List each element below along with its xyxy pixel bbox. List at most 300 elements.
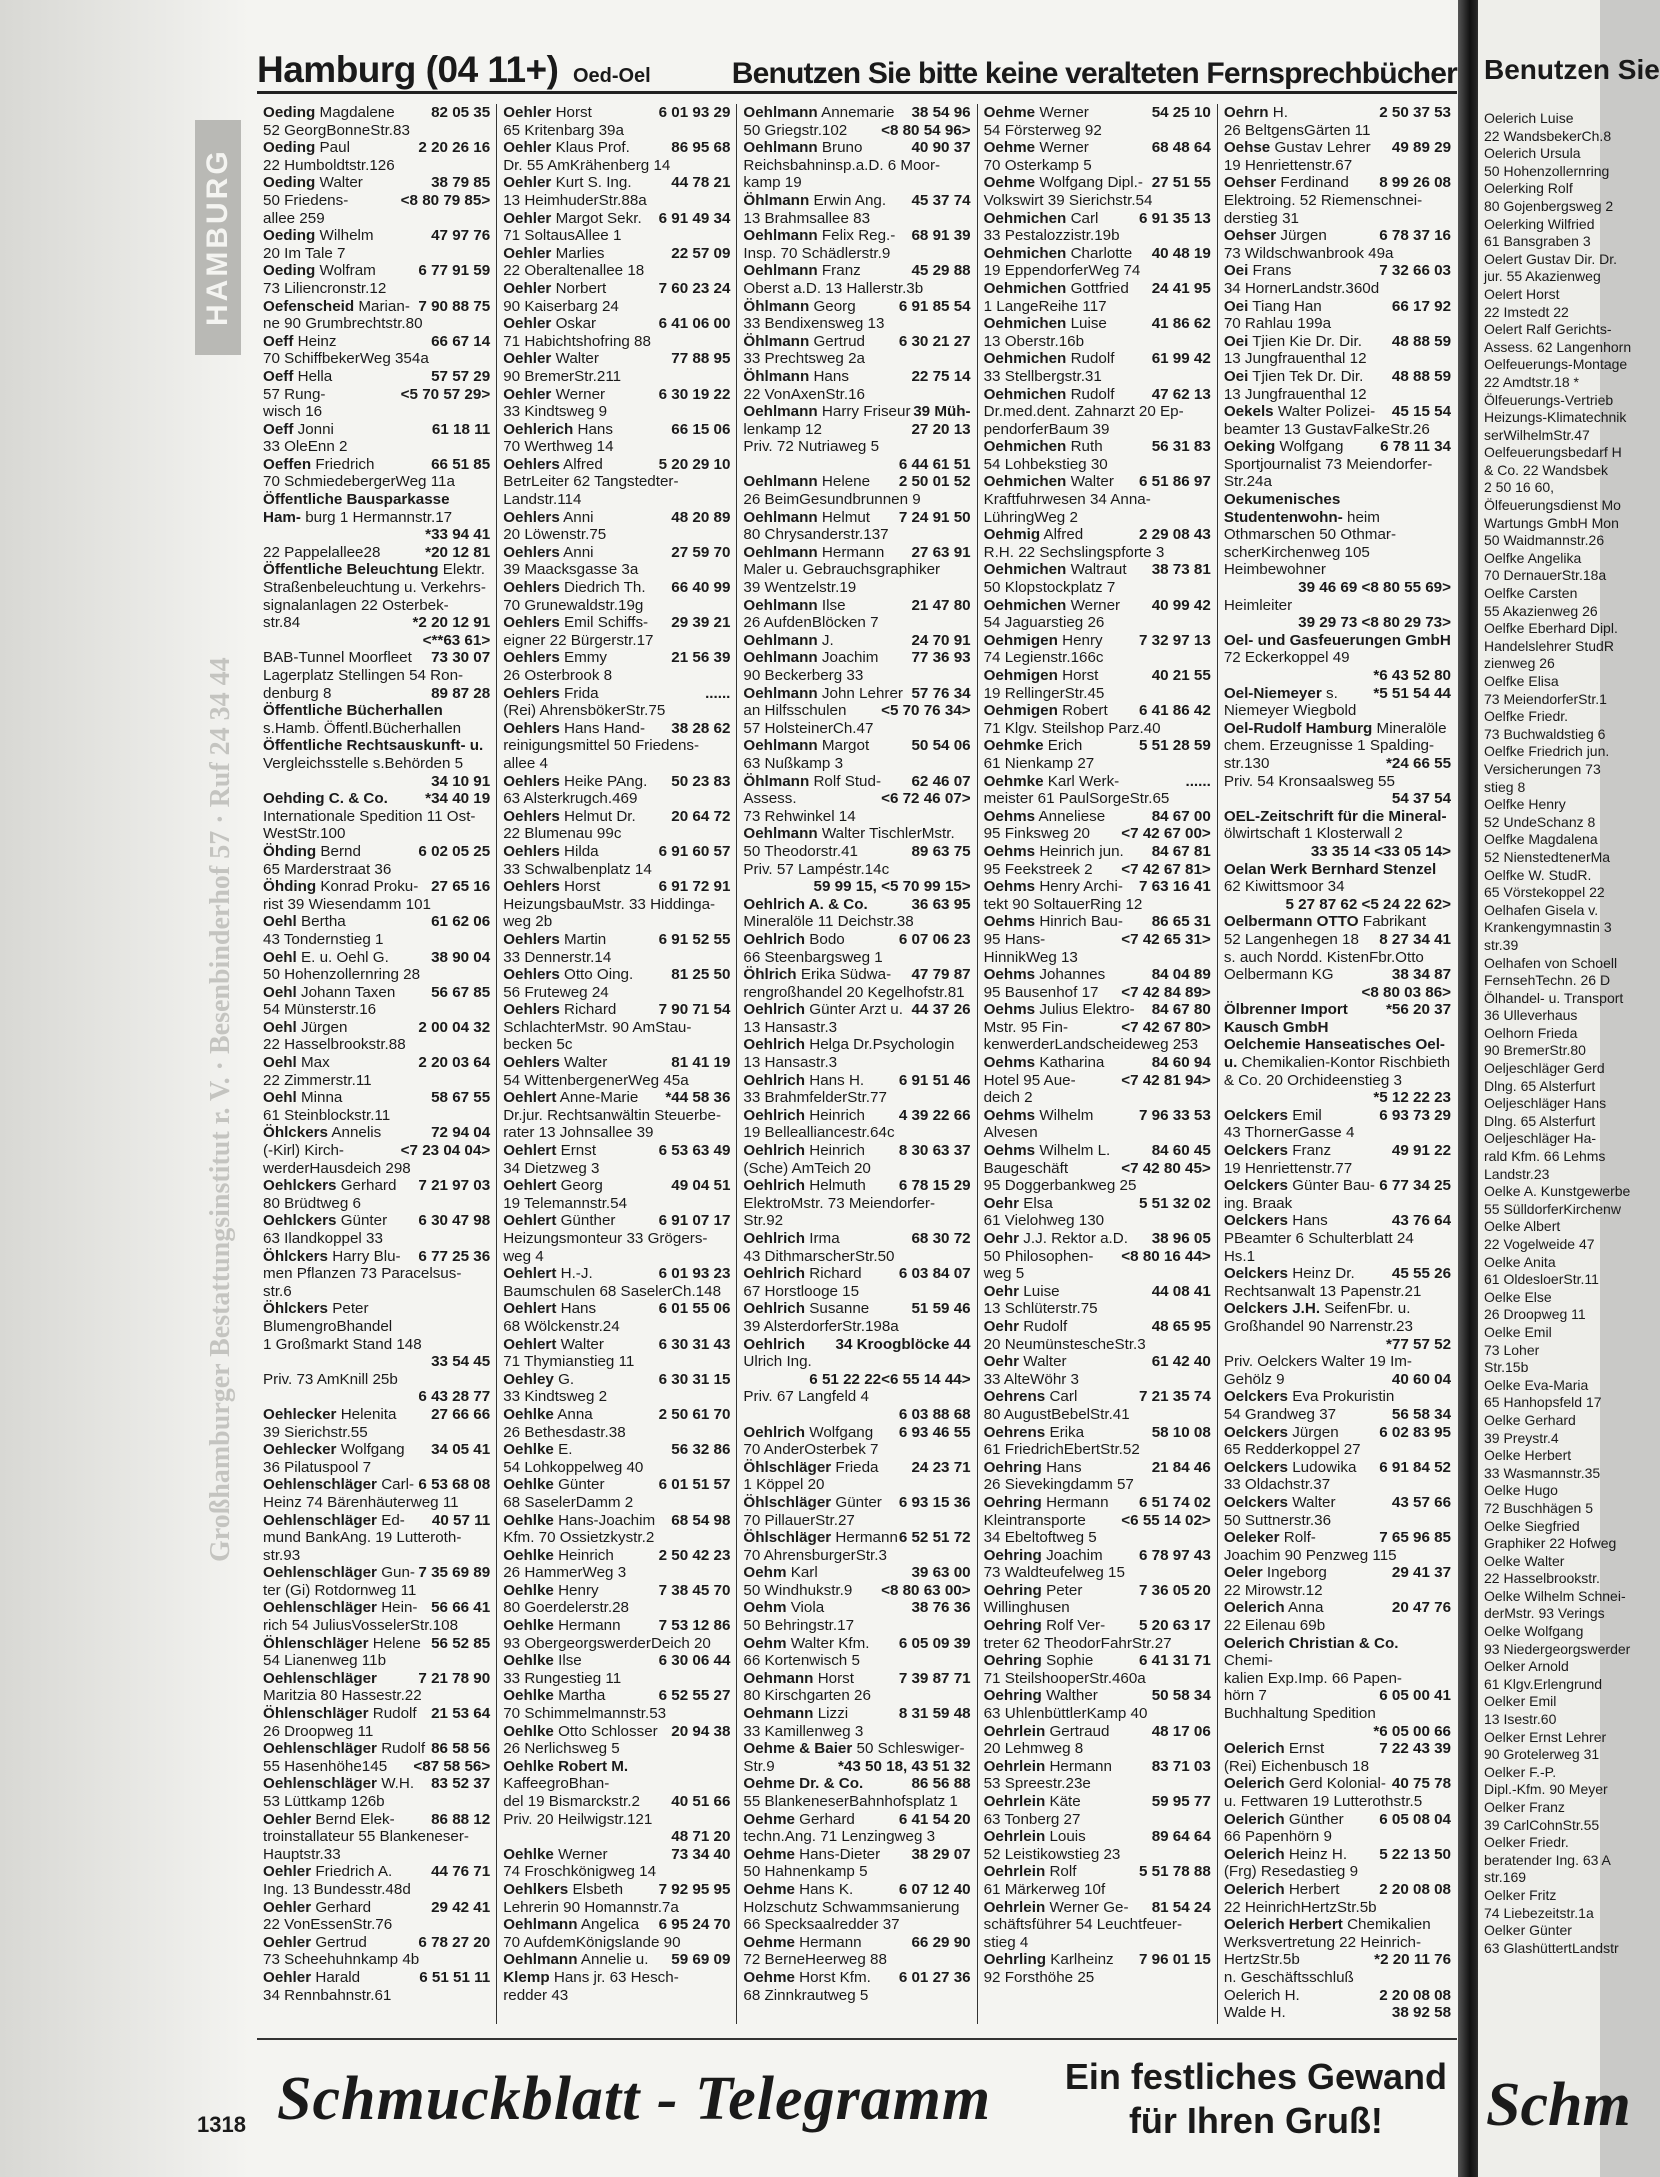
phone-number: 48 88 59 [1391,332,1452,350]
entry-text [743,315,884,333]
entry-surname: Oehlrich [743,930,806,948]
entry-text [984,597,1120,615]
entry-detail: Gertraud [1049,1722,1110,1740]
entry-line [984,1723,1211,1741]
entry-detail: Helmut [821,508,871,526]
entry-line [743,1019,970,1037]
entry-text [263,456,374,474]
entry-detail: (Sche) AmTeich 20 [743,1159,871,1177]
entry-detail: 33 Schwalbenplatz 14 [503,860,652,878]
directory-entry [263,1248,490,1301]
entry-text [743,1248,894,1266]
entry-detail: 26 Bethesdastr.38 [503,1423,626,1441]
entry-text [743,1987,868,2005]
entry-detail: 74 Froschkönigweg 14 [503,1863,657,1881]
entry-detail: Dr. 55 AmKrähenberg 14 [503,156,671,174]
entry-line [1224,139,1451,157]
directory-entry [503,1916,730,1951]
entry-surname: Oelckers [1223,1142,1288,1160]
entry-text [743,984,964,1002]
entry-text [743,667,863,685]
entry-line [984,1476,1211,1494]
entry-line [743,1089,970,1107]
entry-line [503,1723,730,1741]
entry-text [263,245,345,263]
entry-detail: Walde H. [1223,2004,1286,2022]
entry-detail: Heinrich jun. [1039,842,1124,860]
next-page-line: Oelhafen von Schoell [1484,954,1618,971]
entry-detail: 92 Forsthöhe 25 [983,1968,1095,1986]
entry-text [984,755,1095,773]
entry-surname: Oehler [503,244,552,262]
phone-number: 21 53 64 [431,1705,491,1723]
entry-text [743,1318,898,1336]
entry-line [263,949,490,967]
entry-line [984,808,1211,826]
next-page-line: Oelhorn Frieda [1484,1024,1578,1041]
phone-number: 24 70 91 [911,631,971,649]
phone-number: 7 65 96 85 [1379,1529,1452,1547]
entry-line [743,421,970,439]
entry-text [503,403,607,421]
entry-line [263,1652,490,1670]
entry-text [743,1635,869,1653]
entry-text [984,1265,1025,1283]
entry-line [503,1863,730,1881]
entry-detail: Wolfgang [809,1423,874,1441]
entry-detail: 13 Jungfrauenthal 12 [1223,350,1367,368]
entry-text [263,861,391,879]
directory-entry [984,350,1211,385]
entry-surname: Oehl [263,1054,297,1072]
entry-detail: 50 Behringstr.17 [743,1617,855,1635]
directory-entry [503,1512,730,1547]
phone-number: 2 20 26 16 [418,139,491,157]
entry-surname: Oelckers J.H. [1223,1300,1321,1318]
entry-line [263,808,490,826]
entry-text [743,1599,824,1617]
entry-text [503,227,621,245]
phone-number: *24 66 55 [1385,754,1452,772]
entry-line [503,825,730,843]
entry-line [263,1336,490,1354]
phone-number: 6 01 93 23 [658,1265,731,1283]
entry-line [1224,1494,1451,1512]
entry-text [984,1036,1198,1054]
entry-line [984,157,1211,175]
entry-line [1224,561,1451,579]
directory-entry [743,1811,970,1846]
entry-text [1224,1142,1331,1160]
entry-text [263,1670,377,1688]
phone-number: 50 58 34 [1151,1687,1211,1705]
entry-detail: Wolfgang [1279,438,1344,456]
entry-detail: weg 4 [503,1247,544,1265]
entry-surname: Oehme [743,1810,795,1828]
entry-surname: Oehlert [503,1265,557,1283]
entry-line [1224,1881,1451,1899]
entry-line [263,913,490,931]
entry-text [1224,1107,1322,1125]
entry-text [984,913,1123,931]
entry-detail: Bernd [320,842,361,860]
entry-detail: Baumschulen 68 SaselerCh.148 [503,1282,722,1300]
entry-text [743,280,923,298]
entry-surname: Oehmichen [983,244,1067,262]
entry-line [743,262,970,280]
entry-text [503,632,653,650]
entry-surname: Oehr [983,1282,1020,1300]
phone-number: 7 60 23 24 [658,279,731,297]
phone-number: 40 51 66 [671,1793,731,1810]
directory-entry [743,1705,970,1740]
entry-line [984,579,1211,597]
entry-line [743,1635,970,1653]
entry-line [984,561,1211,579]
directory-entry [263,1811,490,1864]
next-page-line: 74 Liebezeitstr.1a [1484,1904,1594,1921]
entry-text [984,861,1093,879]
entry-surname: Oehler [263,1810,312,1828]
phone-number: 58 10 08 [1151,1423,1211,1441]
entry-line [263,1529,490,1547]
entry-detail: Hauptstr.33 [263,1845,341,1863]
entry-line [1224,614,1451,632]
entry-text [263,1283,292,1301]
entry-detail: 70 Werthweg 14 [503,438,614,456]
entry-line [743,1476,970,1494]
phone-number: 6 41 54 20 [898,1810,971,1828]
directory-entry [984,773,1211,808]
phone-number: 45 37 74 [911,191,971,209]
entry-surname: Oehlke [503,1581,554,1599]
entry-line [1224,1670,1451,1688]
next-page-line: str.39 [1484,936,1519,953]
entry-surname: Oehmichen [983,385,1067,403]
directory-entry [743,1494,970,1529]
entry-detail: 70 AnderOsterbek 7 [743,1441,879,1459]
entry-line [503,1195,730,1213]
phone-number: <6 55 14 02> [1121,1511,1211,1529]
entry-text [984,491,1151,509]
entry-text [743,1036,954,1054]
entry-detail: 20 Lehmweg 8 [983,1740,1084,1758]
entry-line [1224,1212,1451,1230]
directory-entry [1224,1177,1451,1212]
entry-detail: Jürgen [1280,227,1327,245]
entry-line [984,1811,1211,1829]
entry-line [1224,1547,1451,1565]
entry-detail: Frieda [835,1458,879,1476]
entry-surname: Oelckers [1223,1265,1288,1283]
entry-text [1224,1811,1344,1829]
entry-text [263,104,395,122]
entry-detail: Oelerich H. [1223,1986,1300,2004]
entry-line [1224,1969,1451,1987]
entry-text [263,157,395,175]
entry-text [1224,1987,1300,2005]
entry-detail: ter (Gi) Rotdornweg 11 [263,1581,417,1599]
phone-number: 86 65 31 [1151,913,1211,931]
entry-surname: Oehlmann [743,825,818,843]
phone-number: 6 43 28 77 [418,1388,491,1406]
entry-text [984,1582,1083,1600]
phone-number: 7 32 66 03 [1379,262,1452,280]
entry-detail: Walter Kfm. [790,1634,870,1652]
entry-text [743,1001,903,1019]
next-page-header: Benutzen Sie [1484,54,1660,85]
phone-number: 66 17 92 [1391,297,1452,315]
phone-number: 40 99 42 [1151,596,1211,614]
entry-text [503,737,699,755]
entry-line [743,157,970,175]
entry-detail: 93 ObergeorgswerderDeich 20 [503,1634,711,1652]
phone-number: 6 91 72 91 [658,878,731,896]
entry-text [1224,1793,1422,1811]
entry-text [743,1758,774,1776]
entry-text [743,1054,837,1072]
entry-text [503,473,678,491]
entry-line [503,1811,730,1829]
directory-entry [1224,720,1451,808]
entry-line [743,280,970,298]
entry-text [1224,456,1433,474]
entry-line [1224,1089,1451,1107]
entry-line [503,614,730,632]
entry-surname: Oelerich Christian & Co. [1223,1634,1399,1652]
entry-line [984,456,1211,474]
entry-surname: Öffentliche Beleuchtung [263,561,439,579]
entry-detail: Oelbermann KG [1223,966,1334,984]
entry-line [503,403,730,421]
page-number: 1318 [197,2112,246,2137]
entry-text [743,1160,870,1178]
phone-number: <8 80 79 85> [400,191,491,209]
entry-detail: Str.92 [743,1212,784,1230]
entry-text [984,1195,1053,1213]
entry-line [263,561,490,579]
entry-text [263,1177,396,1195]
entry-line [263,1177,490,1195]
entry-text [503,1969,679,1987]
entry-line [984,1388,1211,1406]
entry-text [1224,1687,1267,1705]
entry-detail: 55 Hasenhöhe145 [263,1757,388,1775]
directory-entry [503,1758,730,1828]
entry-text [743,1300,869,1318]
phone-number: 40 48 19 [1151,244,1211,262]
phone-number: 77 36 93 [911,649,971,667]
entry-detail: 33 Stellbergstr.31 [983,367,1102,385]
entry-detail: Priv. Oelckers Walter 19 Im- [1223,1353,1412,1371]
next-page-line: Oelke Eva-Maria [1484,1376,1589,1393]
entry-detail: 22 Zimmerstr.11 [263,1071,372,1089]
entry-detail: 36 Pilatuspool 7 [263,1458,372,1476]
directory-entry [743,368,970,403]
entry-text [984,1969,1095,1987]
entry-text [503,1494,633,1512]
name-range: Oed-Oel [572,65,651,87]
entry-detail: Hermann [835,1529,898,1547]
entry-detail: Str.9 [743,1757,775,1775]
phone-number: 6 77 25 36 [418,1247,491,1265]
entry-line [743,1195,970,1213]
entry-line [984,1160,1211,1178]
entry-text [743,1652,860,1670]
entry-line [743,1987,970,2005]
entry-line [1224,1283,1451,1301]
next-page-line: 65 Hanhopsfeld 17 [1484,1394,1602,1411]
next-page-line: Oelfeuerungs-Montage [1484,356,1628,373]
entry-text [743,526,888,544]
entry-line [1224,104,1451,122]
entry-line [503,1353,730,1371]
entry-text [263,438,347,456]
entry-detail: Gehölz 9 [1223,1370,1285,1388]
entry-text [743,755,843,773]
entry-text [984,1142,1111,1160]
entry-detail: 61 FriedrichEbertStr.52 [983,1441,1140,1459]
entry-detail: 50 Philosophen- [983,1247,1094,1265]
entry-line [263,210,490,228]
directory-entry [984,1283,1211,1318]
entry-line [503,386,730,404]
entry-text [263,614,300,632]
entry-text [263,1072,372,1090]
directory-entry [984,1951,1211,1986]
entry-line [984,1687,1211,1705]
entry-text [503,597,643,615]
phone-number: 7 24 91 50 [898,508,971,526]
directory-entry [503,280,730,315]
entry-line [743,773,970,791]
entry-line [1224,966,1451,984]
entry-detail: Bertha [301,913,346,931]
entry-detail: Rolf Ver- [1046,1617,1106,1635]
phone-number: 2 50 61 70 [658,1405,731,1423]
entry-detail: 57 HolsteinerCh.47 [743,719,874,737]
entry-detail: Alfred [1043,526,1084,544]
entry-detail: Werner [1039,104,1089,121]
directory-entry [743,649,970,684]
directory-entry [263,1740,490,1775]
phone-number: 7 39 87 71 [898,1669,971,1687]
entry-detail: Elektroing. 52 Riemenschnei- [1223,191,1423,209]
entry-line [984,1828,1211,1846]
entry-line [743,1793,970,1811]
entry-text [984,1740,1084,1758]
next-page-line: 22 Amdtstr.18 * [1484,373,1579,390]
entry-line [503,720,730,738]
next-page-line: rald Kfm. 66 Lehms [1484,1148,1606,1165]
entry-line [1224,544,1451,562]
directory-entry [743,298,970,333]
entry-text [263,984,395,1002]
entry-surname: Oehlmann [743,104,818,121]
entry-surname: Oehlmann [743,227,818,245]
directory-entry [263,1564,490,1599]
entry-detail: HinnikWeg 13 [983,948,1078,966]
entry-surname: Öhlmann [743,297,810,315]
entry-line [984,1635,1211,1653]
entry-text [1224,1476,1330,1494]
entry-line [503,1687,730,1705]
entry-detail: 95 Bausenhof 17 [983,983,1099,1001]
entry-surname: Oehlers [503,1001,560,1019]
entry-detail: Volkswirt 39 Sierichstr.54 [983,191,1153,209]
directory-entry [1224,104,1451,139]
entry-line [984,896,1211,914]
entry-text [743,843,858,861]
entry-detail: Konrad Proku- [320,878,419,896]
entry-surname: Oehlke Robert M. [503,1757,629,1775]
entry-detail: Walter [560,1335,604,1353]
entry-line [1224,808,1451,843]
entry-text [743,1388,869,1406]
entry-detail: 52 Leistikowstieg 23 [983,1845,1121,1863]
entry-surname: Oehley [503,1370,554,1388]
entry-surname: Oeff [263,367,294,385]
phone-number: 6 01 51 57 [658,1476,731,1494]
directory-entry [1224,1212,1451,1265]
entry-text [984,315,1107,333]
directory-entry [743,403,970,473]
entry-text [1224,122,1371,140]
entry-detail: (Frg) Resedastieg 9 [1223,1863,1359,1881]
phone-number: 51 59 46 [911,1300,971,1318]
entry-detail: Werner [558,1845,608,1863]
entry-line [743,1248,970,1266]
entry-detail: 34 HornerLandstr.360d [1223,279,1380,297]
entry-line [263,1142,490,1160]
entry-detail: str.130 [1223,754,1270,772]
entry-line [1224,421,1451,439]
phone-number: 86 95 68 [671,139,731,157]
entry-detail: 68 SaselerDamm 2 [503,1493,634,1511]
entry-detail: u. Fettwaren 19 Lutterothstr.5 [1223,1793,1423,1810]
entry-text [1224,157,1352,175]
entry-line [1224,1036,1451,1071]
entry-detail: Norbert [555,279,607,297]
entry-text [984,931,1046,949]
entry-detail: Horst [817,1669,854,1687]
entry-detail: 34 Dietzweg 3 [503,1159,600,1177]
entry-text [263,1934,367,1952]
entry-surname: Oehler [503,174,552,192]
entry-text [503,931,606,949]
directory-entry [984,1723,1211,1758]
directory-column-5 [1218,104,1457,2024]
entry-line [743,949,970,967]
entry-line [984,1881,1211,1899]
entry-line [743,825,970,843]
entry-text [503,1336,604,1354]
phone-number: 40 75 78 [1391,1775,1452,1793]
entry-surname: Oehme [743,1845,795,1863]
entry-detail: Julius Elektro- [1039,1001,1135,1019]
directory-entry [984,702,1211,737]
entry-detail: 65 Kritenbarg 39a [503,121,624,139]
entry-detail: 26 Sievekingdamm 57 [983,1476,1134,1494]
entry-surname: Oehr [983,1230,1020,1247]
entry-detail: 54 Lohkoppelweg 40 [503,1458,644,1476]
directory-entry [503,843,730,878]
directory-entry [743,1424,970,1459]
next-page-line: 39 CarlCohnStr.55 [1484,1816,1600,1833]
directory-entry [1224,1036,1451,1106]
entry-detail: Ulrich Ing. [743,1353,812,1371]
directory-entry [984,139,1211,174]
